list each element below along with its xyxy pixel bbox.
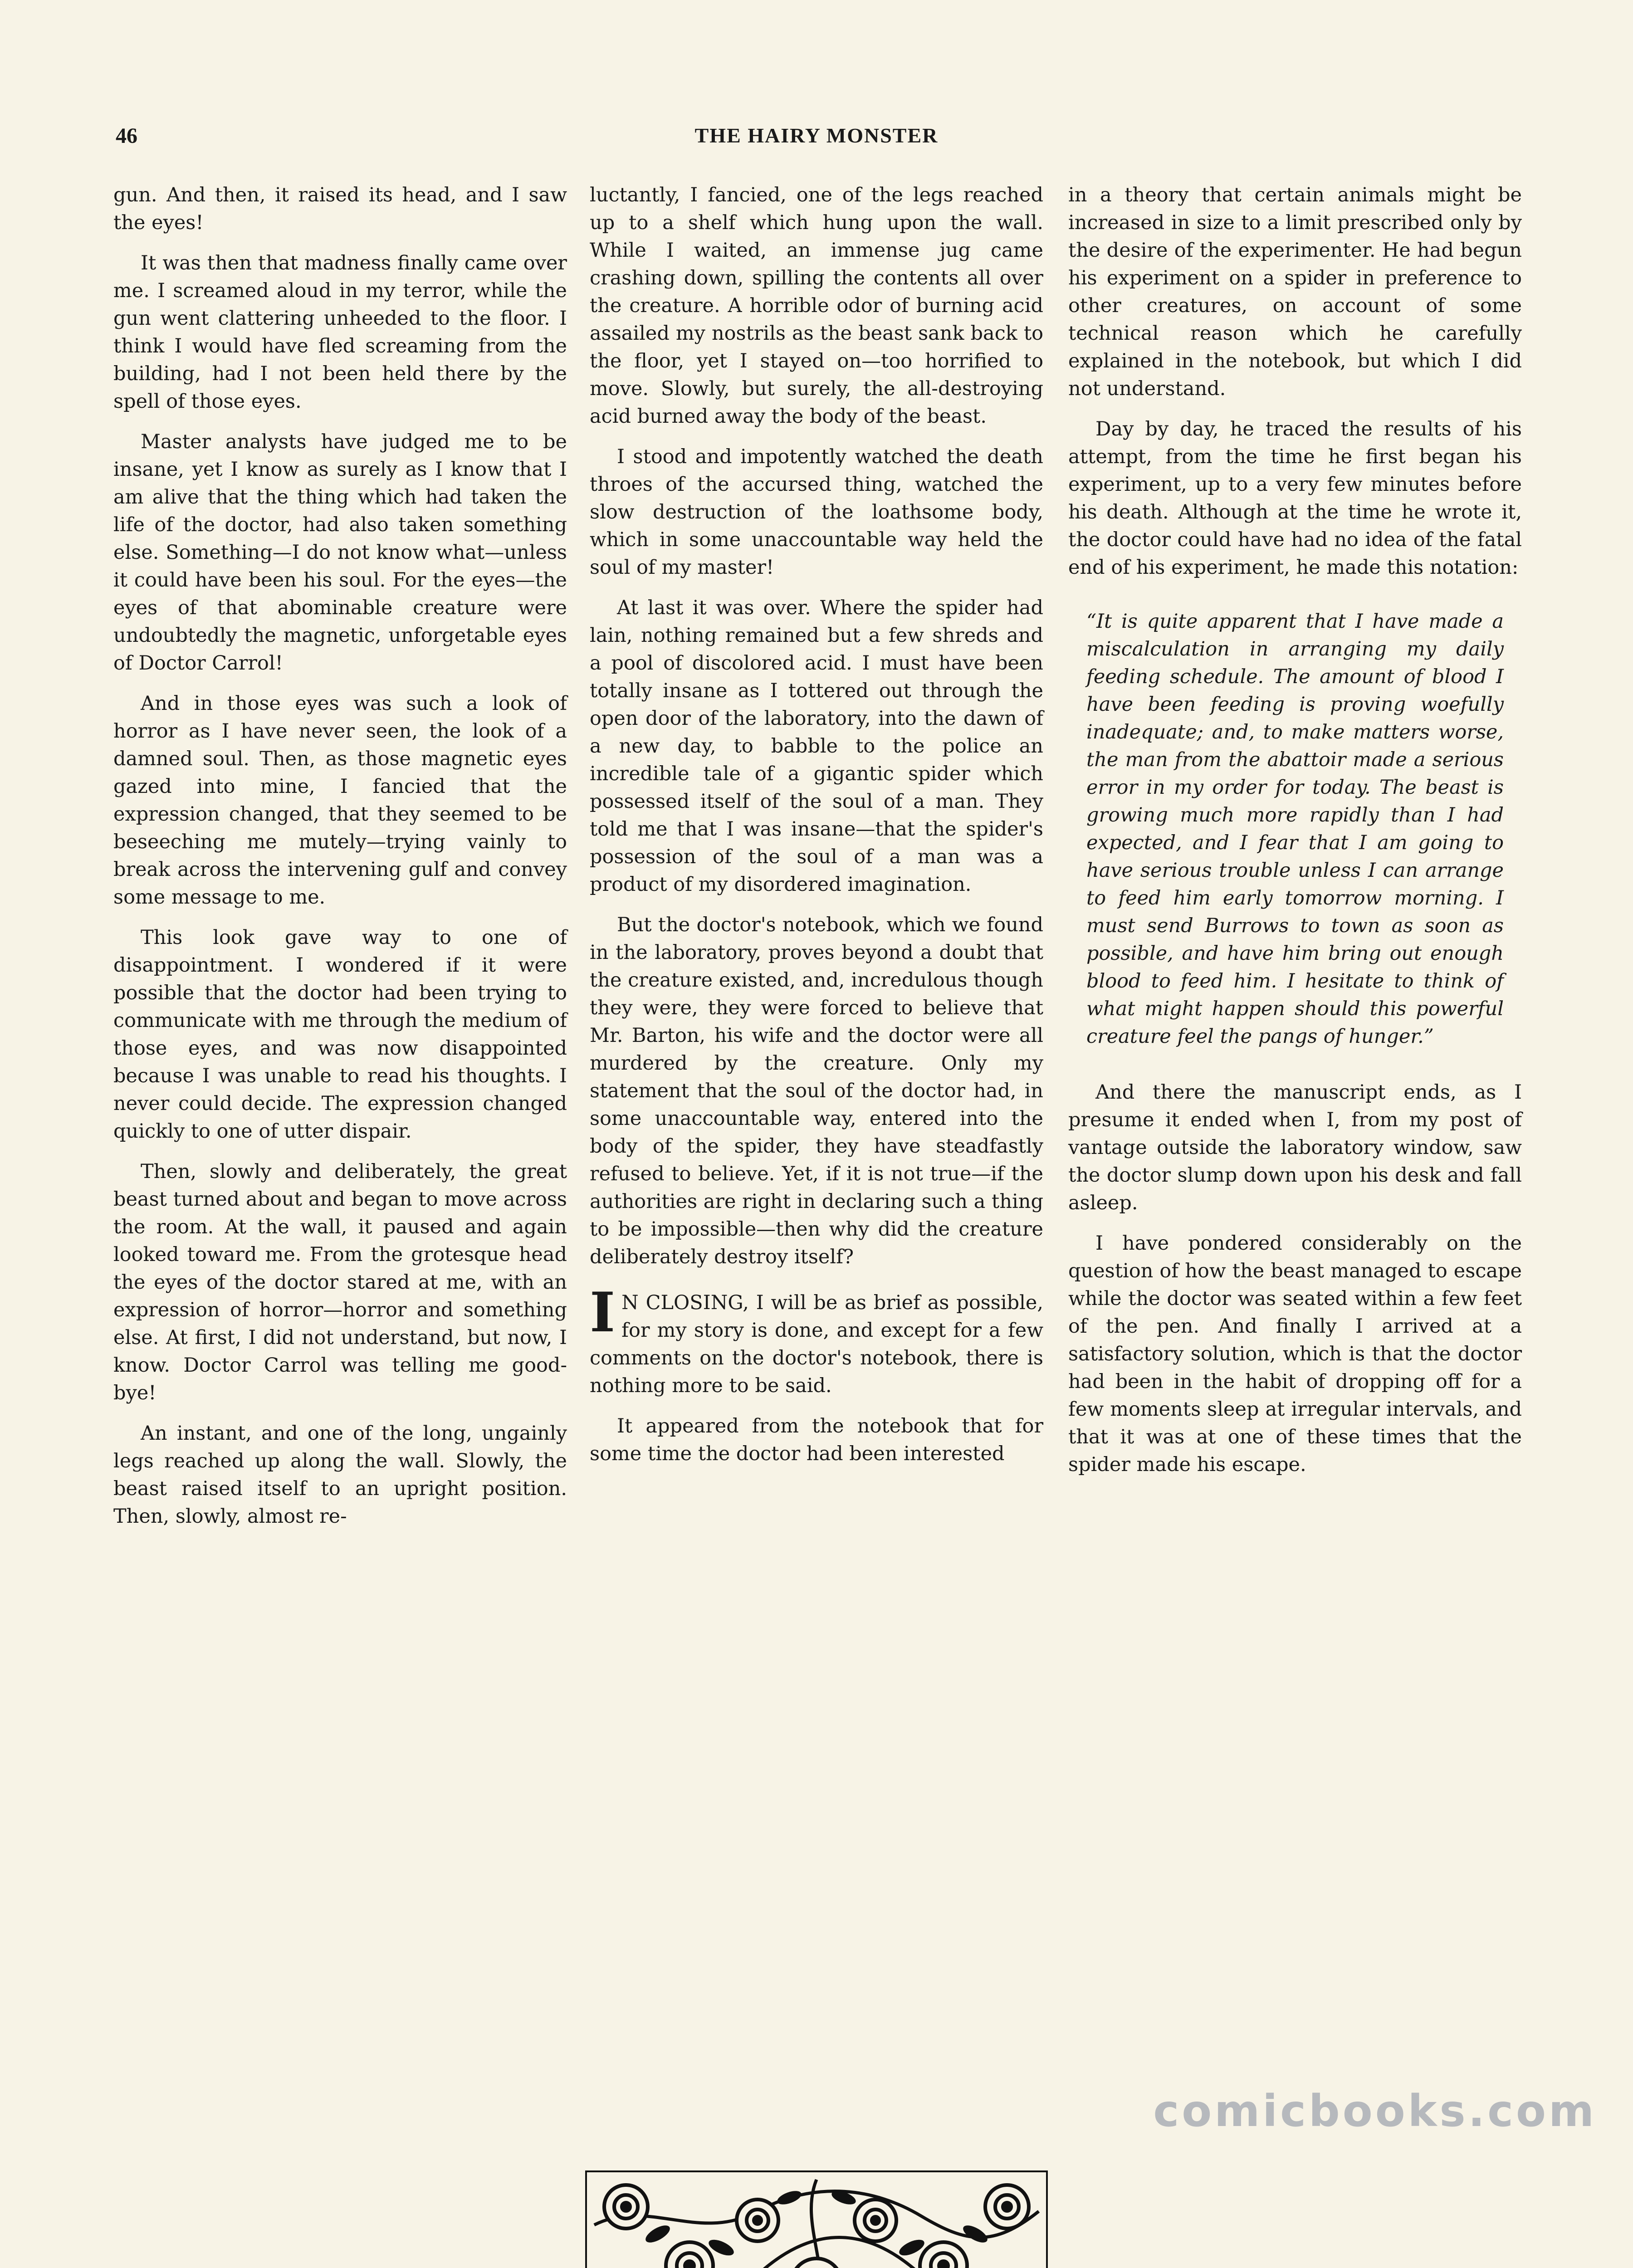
paragraph: I stood and impotently watched the death throes of the accursed thing, watched the slow destruction of the loathsome body, which in some unaccountable way held the soul of my master!	[590, 445, 1043, 579]
floral-rose-ornament-icon	[585, 2170, 1048, 2268]
text-column-1	[113, 181, 567, 1543]
paragraph: At last it was over. Where the spider had lain, nothing remained but a few shreds and a pool of discolored acid. I must have been totally insane as I tottered out through the open door of the laboratory, into the dawn of a new day, to babble to the police an incredible tale of a gigantic spider which possessed itself of the soul of a man. They told me that I was insane—that the spider's possession of the soul of a man was a product of my disordered imagination.	[590, 596, 1043, 896]
site-watermark: comicbooks.com	[1153, 2086, 1597, 2136]
notebook-quotation: “It is quite apparent that I have made a miscalculation in arranging my daily feeding schedule. The amount of blood I have been feeding is proving woefully inadequate; and, to make matters worse, the man from the abattoir made a serious error in my order for today. The beast is growing much more rapidly than I had expected, and I fear that I am going to have serious trouble unless I can arrange to feed him early tomorrow morning. I must send Burrows to town as soon as possible, and have him bring out enough blood to feed him. I hesitate to think of what might happen should this powerful creature feel the pangs of hunger.”	[1086, 610, 1504, 1048]
paragraph-text: N CLOSING, I will be as brief as possible, for my story is done, and except for a few comments on the doctor's notebook, there is nothing more to be said.	[590, 1291, 1043, 1397]
text-column-2	[590, 181, 1043, 1481]
paragraph: But the doctor's notebook, which we found in the laboratory, proves beyond a doubt that the creature existed, and, incredulous though they were, they were forced to believe that Mr. Barton, his wife and the doctor were all murdered by the creature. Only my statement that the soul of the doctor had, in some unaccountable way, entered into the body of the spider, they have steadfastly refused to believe. Yet, if it is not true—if the authorities are right in declaring such a thing to be impossible—then why did the creature deliberately destroy itself?	[590, 914, 1043, 1268]
page-number: 46	[116, 124, 137, 148]
drop-cap: I	[590, 1281, 616, 1344]
paragraph: And there the manuscript ends, as I presume it ended when I, from my post of vantage outside the laboratory window, saw the doctor slump down upon his desk and fall asleep.	[1068, 1081, 1522, 1214]
paragraph: I have pondered considerably on the question of how the beast managed to escape while the doctor was seated within a few feet of the pen. And finally I arrived at a satisfactory solution, which is that the doctor had been in the habit of dropping off for a few moments sleep at irregular intervals, and that it was at one of these times that the spider made his escape.	[1068, 1232, 1522, 1476]
paragraph: Then, slowly and deliberately, the great beast turned about and began to move across the room. At the wall, it paused and again looked toward me. From the grotesque head the eyes of the doctor stared at me, with an expression of horror—horror and something else. At first, I did not understand, but now, I know. Doctor Carrol was telling me good-bye!	[113, 1160, 567, 1404]
paragraph: It appeared from the notebook that for some time the doctor had been interested	[590, 1415, 1043, 1465]
paragraph: An instant, and one of the long, ungainly legs reached up along the wall. Slowly, the beast raised itself to an upright position. Then, slowly, almost re-	[113, 1422, 567, 1528]
paragraph: And in those eyes was such a look of horror as I have never seen, the look of a damned soul. Then, as those magnetic eyes gazed into mine, I fancied that the expression changed, that they seemed to be beseeching me mutely—trying vainly to break across the intervening gulf and convey some message to me.	[113, 692, 567, 909]
paragraph: Master analysts have judged me to be insane, yet I know as surely as I know that I am alive that the thing which had taken the life of the doctor, had also taken something else. Something—I do not know what—unless it could have been his soul. For the eyes—the eyes of that abominable creature were undoubtedly the magnetic, unforgetable eyes of Doctor Carrol!	[113, 430, 567, 675]
paragraph: gun. And then, it raised its head, and I saw the eyes!	[113, 184, 567, 234]
paragraph: It was then that madness finally came over me. I screamed aloud in my terror, while the gun went clattering unheeded to the floor. I think I would have fled screaming from the building, had I not been held there by the spell of those eyes.	[113, 252, 567, 413]
paragraph: luctantly, I fancied, one of the legs reached up to a shelf which hung upon the wall. While I waited, an immense jug came crashing down, spilling the contents all over the creature. A horrible odor of burning acid assailed my nostrils as the beast sank back to the floor, yet I stayed on—too horrified to move. Slowly, but surely, the all-destroying acid burned away the body of the beast.	[590, 184, 1043, 428]
running-title: THE HAIRY MONSTER	[694, 124, 939, 147]
section-opening-paragraph	[590, 1281, 1043, 1400]
paragraph: in a theory that certain animals might be increased in size to a limit prescribed only by the desire of the experimenter. He had begun his experiment on a spider in preference to other creatures, on account of some technical reason which he carefully explained in the notebook, but which I did not understand.	[1068, 184, 1522, 400]
text-column-3	[1068, 181, 1522, 1491]
paragraph: This look gave way to one of disappointment. I wondered if it were possible that the doctor had been trying to communicate with me through the medium of those eyes, and was now disappointed because I was unable to read his thoughts. I never could decide. The expression changed quickly to one of utter dispair.	[113, 926, 567, 1143]
paragraph: Day by day, he traced the results of his attempt, from the time he first began his experiment, up to a very few minutes before his death. Although at the time he wrote it, the doctor could have had no idea of the fatal end of his experiment, he made this notation:	[1068, 418, 1522, 579]
